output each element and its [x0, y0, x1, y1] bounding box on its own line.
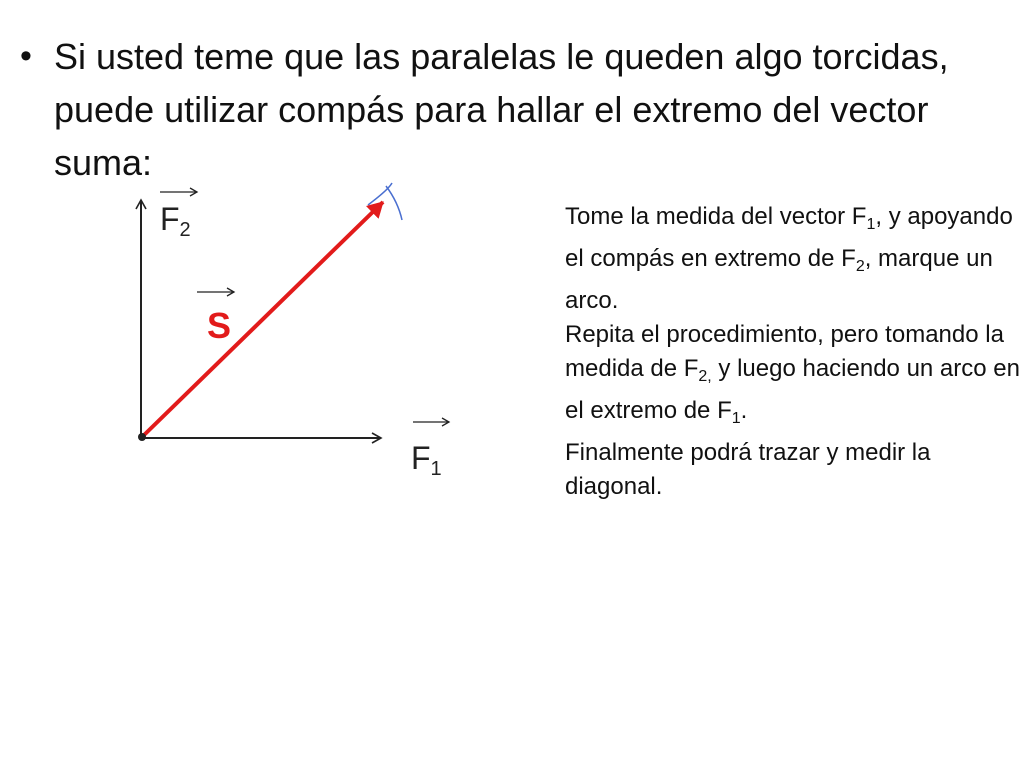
origin-point: [138, 433, 146, 441]
instruction-paragraph-3: Finalmente podrá trazar y medir la diagonal.: [565, 439, 931, 500]
f1-label: [411, 442, 442, 479]
bullet-marker: •: [20, 37, 32, 75]
f1-label-sub: 1: [430, 458, 442, 480]
f2-label: [160, 203, 191, 240]
instruction-paragraph-2: Repita el procedimiento, pero tomando la medida de $F_{2,}$ y luego haciendo un arco en el extremo de $F_1$.: [565, 321, 1020, 427]
compass-arc-1: [368, 183, 392, 205]
compass-arc-2: [386, 186, 402, 220]
f1-label-base: F: [411, 440, 431, 476]
bullet-text: Si usted teme que las paralelas le queden algo torcidas, puede utilizar compás para hallar el extremo del vector suma:: [54, 36, 949, 183]
instructions-text: [565, 200, 1020, 504]
sum-label: S: [207, 305, 232, 346]
instruction-paragraph-1: Tome la medida del vector $F_1$, y apoyando el compás en extremo de $F_2$, marque un arco.: [565, 203, 1013, 314]
f2-label-base: F: [160, 201, 180, 237]
f2-label-sub: 2: [179, 219, 191, 241]
